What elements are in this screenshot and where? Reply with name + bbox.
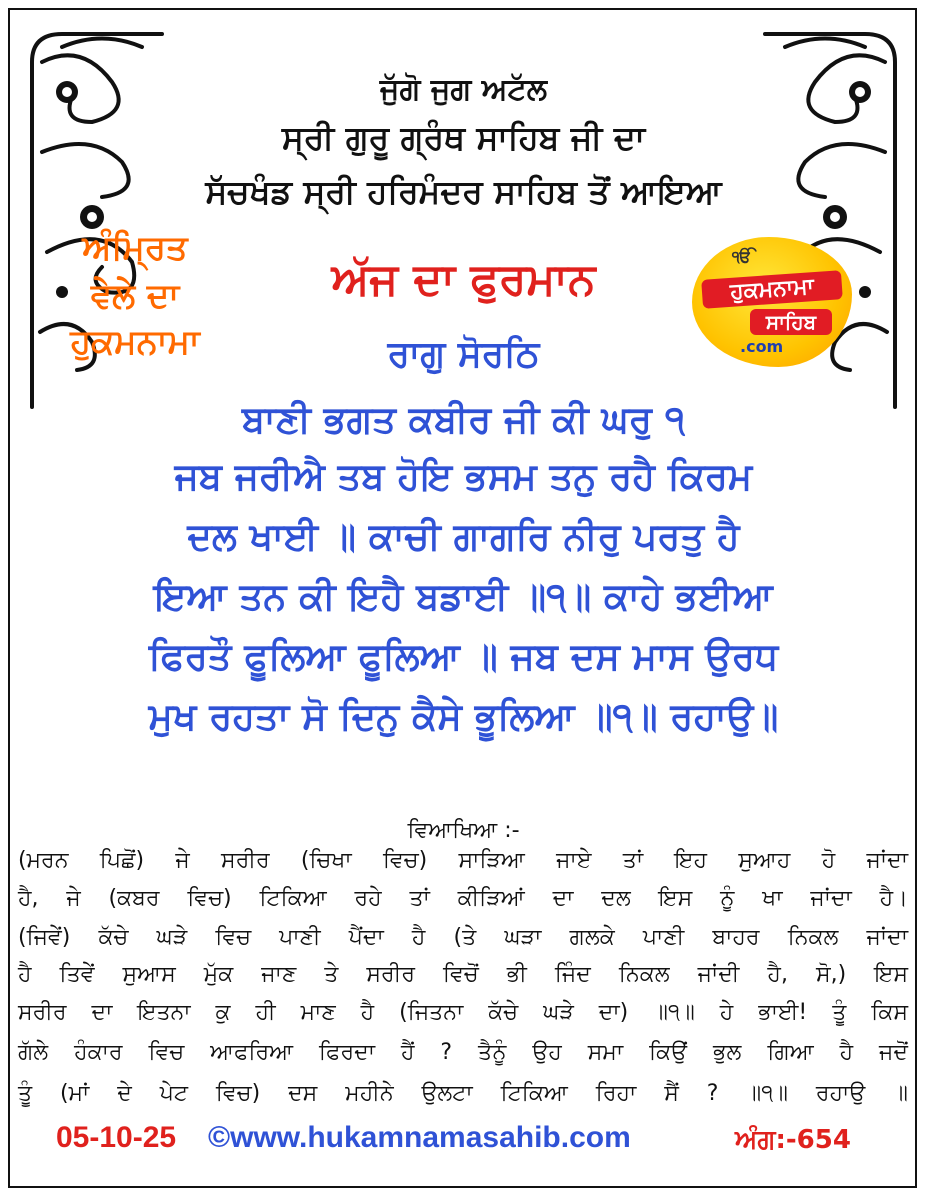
gurbani-line: ਮੁਖ ਰਹਤਾ ਸੋ ਦਿਨੁ ਕੈਸੇ ਭੂਲਿਆ ॥੧॥ ਰਹਾਉ॥ (148, 695, 779, 738)
gurbani-line: ਬਾਣੀ ਭਗਤ ਕਬੀਰ ਜੀ ਕੀ ਘਰੁ ੧ (242, 398, 685, 441)
logo-text-line-3: .com (740, 337, 784, 356)
page-title: ਅੱਜ ਦਾ ਫੁਰਮਾਨ (331, 254, 596, 305)
raag-title: ਰਾਗੁ ਸੋਰਠਿ (387, 334, 540, 375)
ik-onkar-icon: ੴ (732, 247, 752, 266)
gurbani-line: ਦਲ ਖਾਈ ॥ ਕਾਚੀ ਗਾਗਰਿ ਨੀਰੁ ਪਰਤੁ ਹੈ (187, 515, 740, 558)
explanation-line: (ਜਿਵੇਂ) ਕੱਚੇ ਘੜੇ ਵਿਚ ਪਾਣੀ ਪੈਂਦਾ ਹੈ (ਤੇ ਘੜਾ ਗਲਕੇ ਪਾਣੀ ਬਾਹਰ ਨਿਕਲ ਜਾਂਦਾ (18, 925, 908, 950)
gurbani-line: ਇਆ ਤਨ ਕੀ ਇਹੈ ਬਡਾਈ ॥੧॥ ਕਾਹੇ ਭਈਆ (154, 575, 773, 618)
explanation-line: ਹੈ ਤਿਵੇਂ ਸੁਆਸ ਮੁੱਕ ਜਾਣ ਤੇ ਸਰੀਰ ਵਿਚੋਂ ਭੀ ਜਿੰਦ ਨਿਕਲ ਜਾਂਦੀ ਹੈ, ਸੋ,) ਇਸ (18, 962, 908, 987)
hukamnama-sahib-logo (692, 237, 852, 367)
header-line-1: ਜੁੱਗੋ ਜੁਗ ਅਟੱਲ (379, 72, 548, 107)
vyakhia-label: ਵਿਆਖਿਆ :- (407, 818, 520, 843)
website-link[interactable]: ©www.hukamnamasahib.com (208, 1121, 631, 1154)
amrit-vele-line-3: ਹੁਕਮਨਾਮਾ (70, 322, 200, 362)
amrit-vele-line-2: ਵੇਲੇ ਦਾ (90, 276, 180, 316)
header-line-2: ਸ੍ਰੀ ਗੁਰੂ ਗ੍ਰੰਥ ਸਾਹਿਬ ਜੀ ਦਾ (281, 118, 646, 157)
amrit-vele-line-1: ਅੰਮ੍ਰਿਤ (82, 228, 188, 268)
ang-number: ਅੰਗ:-654 (735, 1125, 851, 1155)
gurbani-line: ਜਬ ਜਰੀਐ ਤਬ ਹੋਇ ਭਸਮ ਤਨੁ ਰਹੈ ਕਿਰਮ (174, 455, 753, 498)
gurbani-line: ਫਿਰਤੌ ਫੂਲਿਆ ਫੂਲਿਆ ॥ ਜਬ ਦਸ ਮਾਸ ਉਰਧ (148, 635, 779, 678)
explanation-line: ਸਰੀਰ ਦਾ ਇਤਨਾ ਕੁ ਹੀ ਮਾਣ ਹੈ (ਜਿਤਨਾ ਕੱਚੇ ਘੜੇ ਦਾ) ॥੧॥ ਹੇ ਭਾਈ! ਤੂੰ ਕਿਸ (18, 1000, 908, 1025)
explanation-line: (ਮਰਨ ਪਿਛੋਂ) ਜੇ ਸਰੀਰ (ਚਿਖਾ ਵਿਚ) ਸਾੜਿਆ ਜਾਏ ਤਾਂ ਇਹ ਸੁਆਹ ਹੋ ਜਾਂਦਾ (18, 848, 908, 873)
explanation-line: ਗੱਲੇ ਹੰਕਾਰ ਵਿਚ ਆਫਰਿਆ ਫਿਰਦਾ ਹੈਂ ? ਤੈਨੂੰ ਉਹ ਸਮਾ ਕਿਉਂ ਭੁਲ ਗਿਆ ਹੈ ਜਦੋਂ (18, 1040, 908, 1065)
footer (0, 1117, 927, 1163)
explanation-line: ਤੂੰ (ਮਾਂ ਦੇ ਪੇਟ ਵਿਚ) ਦਸ ਮਹੀਨੇ ਉਲਟਾ ਟਿਕਿਆ ਰਿਹਾ ਸੈਂ ? ॥੧॥ ਰਹਾਉ ॥ (18, 1081, 908, 1106)
logo-text-line-2: ਸਾਹਿਬ (750, 309, 832, 335)
logo-text-line-1: ਹੁਕਮਨਾਮਾ (701, 270, 843, 309)
date-label: 05-10-25 (56, 1121, 177, 1154)
header-line-3: ਸੱਚਖੰਡ ਸ੍ਰੀ ਹਰਿਮੰਦਰ ਸਾਹਿਬ ਤੋਂ ਆਇਆ (205, 172, 722, 211)
explanation-line: ਹੈ, ਜੇ (ਕਬਰ ਵਿਚ) ਟਿਕਿਆ ਰਹੇ ਤਾਂ ਕੀੜਿਆਂ ਦਾ ਦਲ ਇਸ ਨੂੰ ਖਾ ਜਾਂਦਾ ਹੈ। (18, 886, 908, 911)
